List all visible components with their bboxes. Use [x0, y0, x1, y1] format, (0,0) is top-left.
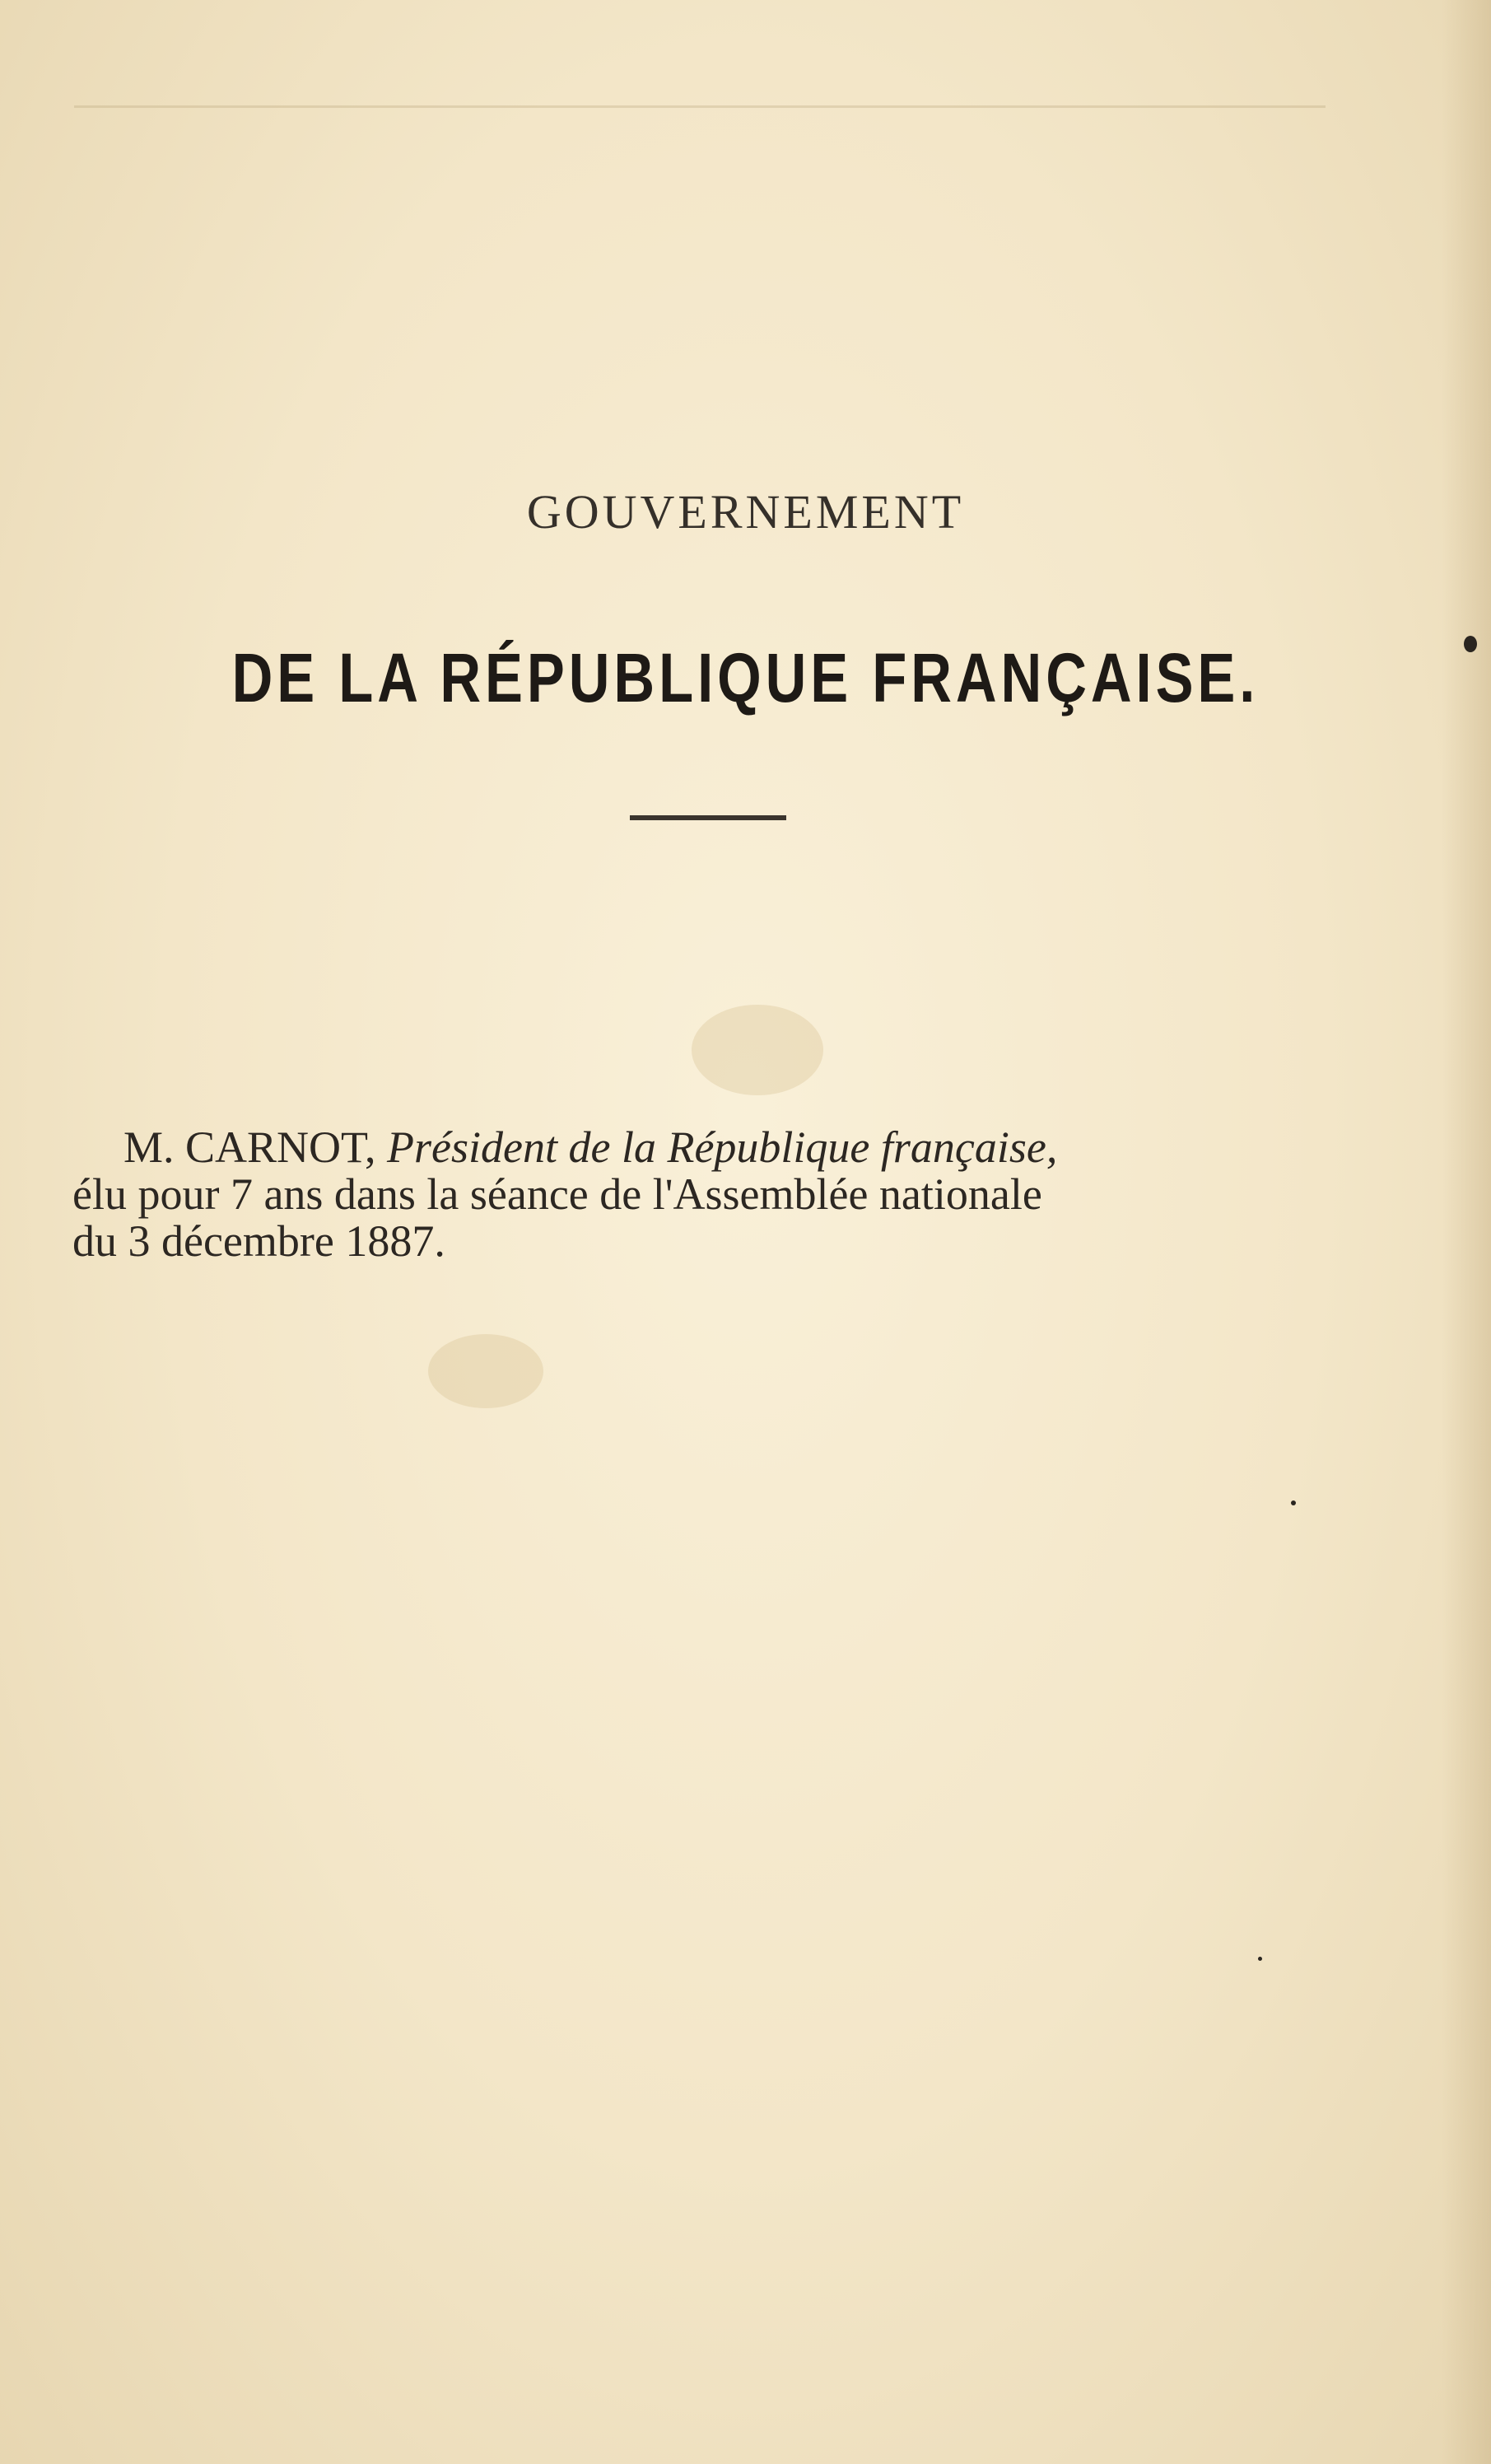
- president-paragraph: [72, 1124, 1357, 1265]
- page-edge-shadow: [1442, 0, 1491, 2464]
- ink-spot: [1258, 1957, 1262, 1961]
- president-title: Président de la République française,: [387, 1122, 1058, 1172]
- ink-spot: [1291, 1500, 1296, 1505]
- president-name: M. CARNOT,: [123, 1122, 376, 1172]
- ink-spot: [1464, 636, 1477, 652]
- title-divider-rule: [630, 815, 786, 820]
- paragraph-line-2: élu pour 7 ans dans la séance de l'Assemblée nationale: [72, 1169, 1042, 1219]
- faint-top-rule: [74, 105, 1326, 108]
- heading-republique-francaise: DE LA RÉPUBLIQUE FRANÇAISE.: [231, 639, 1260, 716]
- paper-stain: [428, 1334, 543, 1408]
- paper-stain: [692, 1005, 823, 1095]
- paragraph-line-3: du 3 décembre 1887.: [72, 1216, 445, 1266]
- paragraph-line-1: [72, 1124, 1357, 1171]
- heading-gouvernement: GOUVERNEMENT: [526, 485, 965, 539]
